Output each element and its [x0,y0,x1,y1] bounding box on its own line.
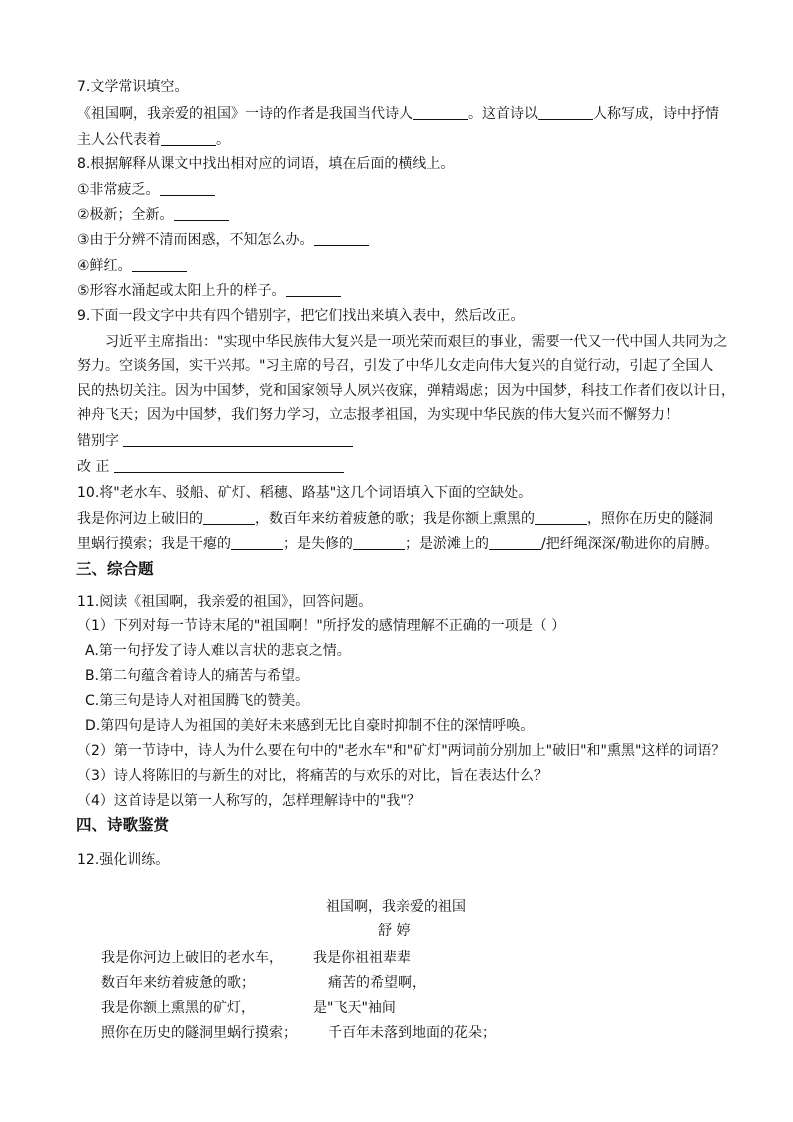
q8-item: ②极新；全新。 [77,206,229,224]
q9-paragraph-line: 习近平主席指出："实现中华民族伟大复兴是一项光荣而艰巨的事业，需要一代又一代中国人共同为之 [105,334,728,350]
q11-option-c: C.第三句是诗人对祖国腾飞的赞美。 [85,693,310,709]
q12-title: 12.强化训练。 [77,852,170,868]
blank[interactable] [132,270,187,272]
blank[interactable] [161,144,216,146]
blank[interactable] [114,471,344,473]
q10-line-1: 我是你河边上破旧的 ，数百年来纺着疲惫的歌；我是你额上熏黑的 ，照你在历史的隧洞 [77,511,713,527]
blank[interactable] [286,295,341,297]
q9-title: 9.下面一段文字中共有四个错别字，把它们找出来填入表中，然后改正。 [77,308,525,324]
q11-sub-4: （4）这首诗是以第一人称写的，怎样理解诗中的"我"？ [77,793,421,809]
blank[interactable] [538,118,593,120]
q11-sub-1: （1）下列对每一节诗末尾的"祖国啊！"所抒发的感情理解不正确的一项是（ ） [77,618,566,634]
blank[interactable] [123,445,353,447]
q11-option-d: D.第四句是诗人为祖国的美好未来感到无比自豪时抑制不住的深情呼唤。 [85,718,535,734]
q9-paragraph-line: 神舟飞天；因为中国梦，我们努力学习，立志报孝祖国，为实现中华民族的伟大复兴而不懈努力！ [77,407,679,423]
q8-item: ④鲜红。 [77,257,187,275]
q7-line-2: 主人公代表着 。 [77,132,230,148]
q7-title: 7.文学常识填空。 [77,79,189,95]
q8-item: ①非常疲乏。 [77,181,215,199]
section-heading: 三、综合题 [76,560,154,578]
poem-title: 祖国啊，我亲爱的祖国 [326,899,466,915]
poem-line-left: 我是你河边上破旧的老水车， [101,950,283,966]
poem-author: 舒 婷 [378,923,411,939]
poem-line-left: 数百年来纺着疲惫的歌； [101,975,255,991]
poem-line-right: 痛苦的希望啊， [328,975,426,991]
blank[interactable] [160,194,215,196]
q11-option-a: A.第一句抒发了诗人难以言状的悲哀之情。 [85,643,351,659]
blank[interactable] [231,548,283,550]
poem-line-right: 是"飞天"袖间 [313,1000,396,1016]
section-heading: 四、诗歌鉴赏 [76,816,170,834]
q8-item: ⑤形容水涌起或太阳上升的样子。 [77,282,341,300]
q11-sub-3: （3）诗人将陈旧的与新生的对比，将痛苦的与欢乐的对比，旨在表达什么？ [77,768,548,784]
blank[interactable] [174,219,229,221]
q11-title: 11.阅读《祖国啊，我亲爱的祖国》，回答问题。 [77,594,373,610]
q9-paragraph-line: 民的热切关注。因为中国梦，党和国家领导人夙兴夜寐，弹精竭虑；因为中国梦，科技工作者们夜以计日， [77,383,735,399]
blank[interactable] [353,548,405,550]
q11-option-b: B.第二句蕴含着诗人的痛苦与希望。 [85,668,310,684]
poem-line-left: 我是你额上熏黑的矿灯， [101,1000,255,1016]
q9-wrong-row: 错别字 [77,432,353,450]
blank[interactable] [314,244,369,246]
blank[interactable] [203,523,255,525]
q10-line-2: 里蜗行摸索；我是干瘪的 ；是失修的 ；是淤滩上的 /把纤绳深深/勒进你的肩膊。 [77,536,719,552]
blank[interactable] [489,548,541,550]
poem-line-left: 照你在历史的隧洞里蜗行摸索； [101,1025,297,1041]
q8-item: ③由于分辨不清而困惑，不知怎么办。 [77,231,369,249]
blank[interactable] [413,118,468,120]
q8-title: 8.根据解释从课文中找出相对应的词语，填在后面的横线上。 [77,156,455,172]
poem-line-right: 千百年未落到地面的花朵； [328,1025,496,1041]
q9-fix-row: 改 正 [77,458,344,476]
poem-line-right: 我是你祖祖辈辈 [313,950,411,966]
q7-line-1: 《祖国啊，我亲爱的祖国》一诗的作者是我国当代诗人 。这首诗以 人称写成，诗中抒情 [77,106,719,122]
q11-sub-2: （2）第一节诗中，诗人为什么要在句中的"老水车"和"矿灯"两词前分别加上"破旧"和"熏黑"这样的词语？ [77,743,726,759]
blank[interactable] [535,523,587,525]
q9-paragraph-line: 努力。空谈务国，实干兴邦。"习主席的号召，引发了中华儿女走向伟大复兴的自觉行动，引起了全国人 [77,358,714,374]
q10-title: 10.将"老水车、驳船、矿灯、稻穗、路基"这几个词语填入下面的空缺处。 [77,485,533,501]
